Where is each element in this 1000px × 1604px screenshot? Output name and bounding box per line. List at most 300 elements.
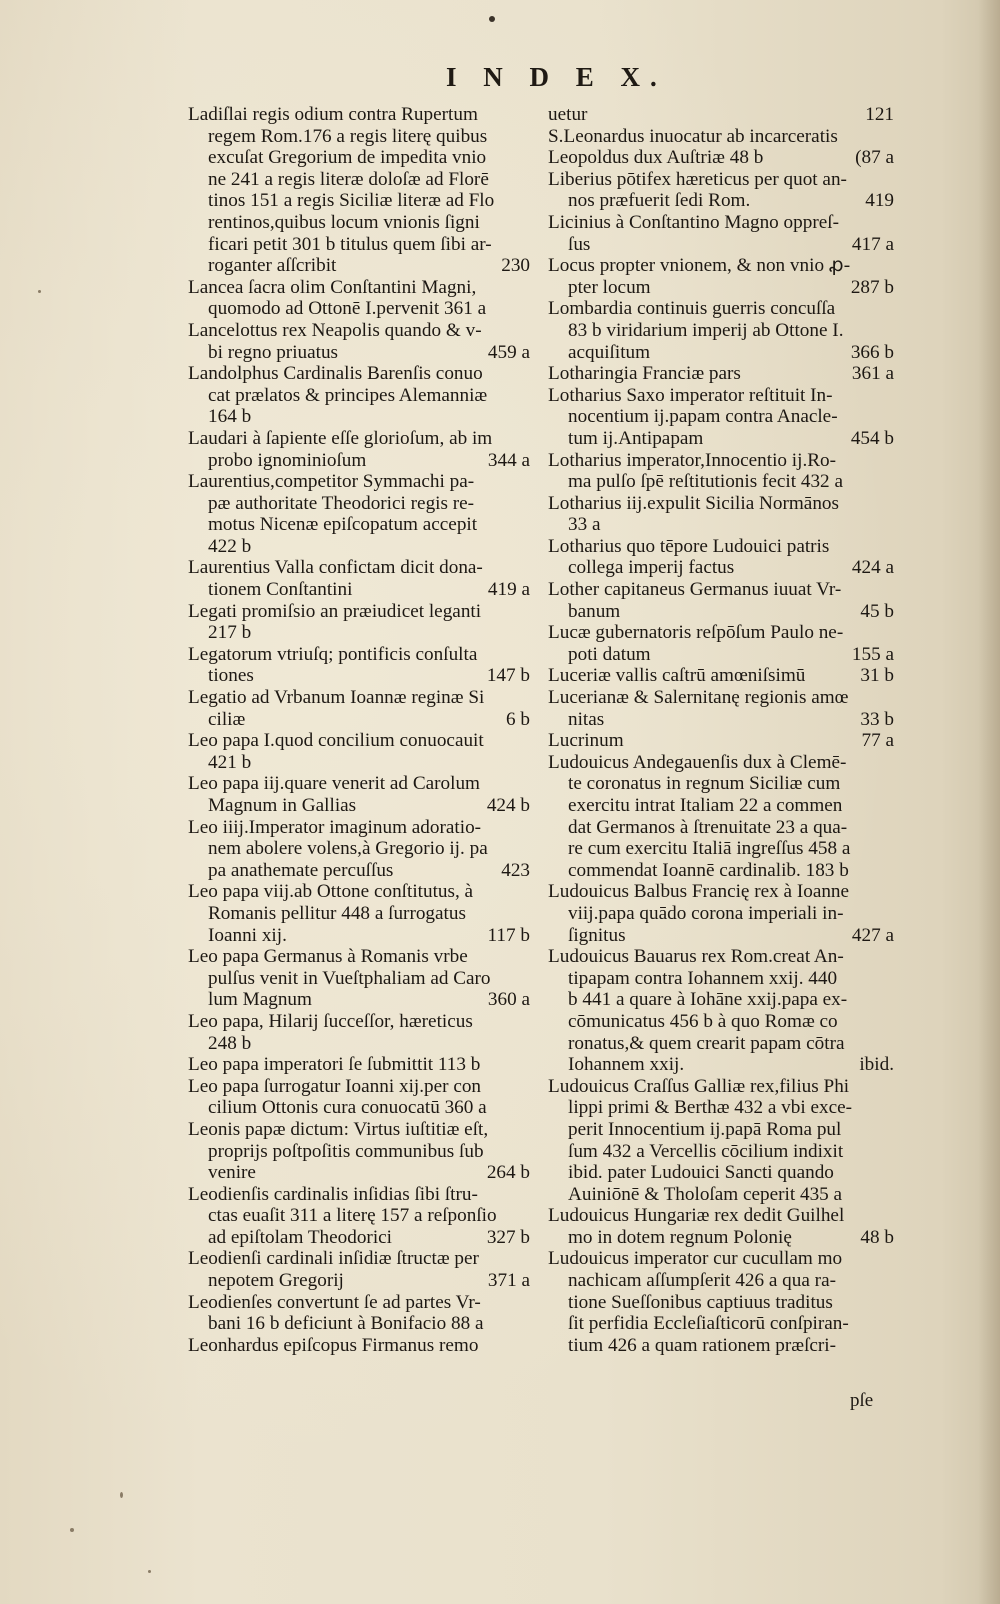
- index-entry: [188, 687, 530, 730]
- entry-text: Ludouicus Bauarus rex Rom.creat An-: [548, 946, 844, 968]
- entry-continuation-line: [548, 1184, 894, 1206]
- page-reference: 121: [865, 104, 894, 125]
- page-reference: 117 b: [487, 924, 530, 946]
- entry-text: ſit perfidia Eccleſiaſticorū conſpiran-: [568, 1313, 849, 1335]
- entry-text: 421 b: [208, 751, 252, 773]
- entry-text: Lancelottus rex Neapolis quando & v-: [188, 319, 482, 341]
- entry-text: Lotharius Saxo imperator reſtituit In-: [548, 384, 833, 406]
- entry-text: Magnum in Gallias: [208, 795, 357, 816]
- entry-continuation-line: [188, 536, 530, 558]
- entry-headword-line: [188, 644, 530, 666]
- paper-speck: [38, 290, 41, 293]
- page-reference: 287 b: [850, 276, 894, 298]
- entry-text: Leonhardus epiſcopus Firmanus remo: [188, 1334, 479, 1356]
- entry-continuation-line: [548, 234, 894, 256]
- entry-text: ſus: [568, 233, 591, 255]
- entry-continuation-line: [188, 903, 530, 925]
- entry-text: Lotharingia Franciæ pars: [548, 363, 741, 385]
- entry-text: ſignitus: [568, 924, 626, 946]
- entry-headword-line: [548, 363, 894, 385]
- entry-continuation-line: [188, 622, 530, 644]
- entry-continuation-line: [188, 860, 530, 882]
- entry-continuation-line: [188, 342, 530, 364]
- entry-continuation-line: [548, 406, 894, 428]
- entry-text: cat prælatos & principes Alemanniæ: [208, 384, 488, 406]
- index-entry: [548, 298, 894, 363]
- entry-text: Leodienſi cardinali inſidiæ ſtructæ per: [188, 1248, 479, 1270]
- entry-text: pæ authoritate Theodorici regis re-: [208, 492, 475, 514]
- entry-text: te coronatus in regnum Siciliæ cum: [568, 773, 841, 795]
- entry-headword-line: [188, 946, 530, 968]
- entry-headword-line: [548, 450, 894, 472]
- entry-continuation-line: [548, 1141, 894, 1163]
- entry-continuation-line: [548, 514, 894, 536]
- entry-headword-line: [188, 471, 530, 493]
- index-entry: [548, 363, 894, 385]
- entry-text: Landolphus Cardinalis Barenſis conuo: [188, 363, 483, 385]
- entry-text: regem Rom.176 a regis literę quibus: [208, 125, 488, 147]
- entry-text: commendat Ioannē cardinalib. 183 b: [568, 859, 849, 881]
- entry-continuation-line: [188, 1313, 530, 1335]
- entry-text: Romanis pellitur 448 a ſurrogatus: [208, 902, 466, 924]
- entry-continuation-line: [548, 1097, 894, 1119]
- entry-text: 83 b viridarium imperij ab Ottone I.: [568, 319, 844, 341]
- entry-text: S.Leonardus inuocatur ab incarceratis: [548, 125, 838, 147]
- entry-headword-line: [548, 169, 894, 191]
- entry-text: Leo papa I.quod concilium conuocauit: [188, 730, 484, 752]
- entry-text: ſum 432 a Vercellis cōcilium indixit: [568, 1140, 844, 1162]
- entry-continuation-line: [548, 1011, 894, 1033]
- entry-continuation-line: [548, 557, 894, 579]
- entry-continuation-line: [548, 428, 894, 450]
- entry-continuation-line: [548, 190, 894, 212]
- entry-continuation-line: [548, 601, 894, 623]
- entry-text: ne 241 a regis literæ doloſæ ad Florē: [208, 168, 489, 190]
- page-reference: 264 b: [486, 1162, 530, 1184]
- entry-text: ctas euaſit 311 a literę 157 a reſponſio: [208, 1205, 497, 1227]
- index-entry: [188, 817, 530, 882]
- index-entry: [548, 493, 894, 536]
- entry-continuation-line: [548, 1033, 894, 1055]
- entry-continuation-line: [548, 925, 894, 947]
- entry-text: motus Nicenæ epiſcopatum accepit: [208, 514, 478, 536]
- entry-continuation-line: [188, 514, 530, 536]
- entry-text: Licinius à Conſtantino Magno oppreſ-: [548, 211, 839, 233]
- entry-headword-line: [548, 687, 894, 709]
- entry-headword-line: [548, 147, 894, 169]
- entry-continuation-line: [188, 925, 530, 947]
- index-entry: [548, 255, 894, 298]
- entry-headword-line: [548, 298, 894, 320]
- entry-text: ibid. pater Ludouici Sancti quando: [568, 1162, 834, 1184]
- entry-text: tum ij.Antipapam: [568, 427, 704, 449]
- entry-headword-line: [188, 1184, 530, 1206]
- entry-continuation-line: [188, 169, 530, 191]
- index-entry: [548, 169, 894, 212]
- entry-text: Lombardia continuis guerris concuſſa: [548, 298, 836, 320]
- entry-text: Leo iiij.Imperator imaginum adoratio-: [188, 816, 482, 838]
- entry-continuation-line: [548, 1227, 894, 1249]
- entry-headword-line: [188, 277, 530, 299]
- entry-continuation-line: [548, 1335, 894, 1357]
- entry-headword-line: [548, 1076, 894, 1098]
- page-reference: 371 a: [487, 1270, 530, 1292]
- entry-text: ad epiſtolam Theodorici: [208, 1226, 393, 1248]
- entry-headword-line: [188, 1248, 530, 1270]
- entry-text: tium 426 a quam rationem præſcri-: [568, 1334, 837, 1356]
- page-reference: 31 b: [860, 665, 894, 687]
- entry-continuation-line: [548, 644, 894, 666]
- page-reference: 48 b: [860, 1226, 894, 1248]
- entry-continuation-line: [548, 1292, 894, 1314]
- index-entry: [188, 1076, 530, 1119]
- entry-text: tipapam contra Iohannem xxij. 440: [568, 967, 838, 989]
- entry-headword-line: [188, 320, 530, 342]
- entry-text: nem abolere volens,à Gregorio ij. pa: [208, 838, 488, 860]
- page-reference: 155 a: [851, 643, 894, 665]
- entry-text: ronatus,& quem crearit papam cōtra: [568, 1032, 845, 1054]
- index-entry: [188, 363, 530, 428]
- index-entry: [548, 1076, 894, 1206]
- entry-text: Iohannem xxij.: [568, 1054, 685, 1076]
- entry-text: Lucæ gubernatoris reſpōſum Paulo ne-: [548, 622, 844, 644]
- page-reference: 417 a: [851, 233, 894, 255]
- running-head: I N D E X.: [446, 62, 667, 92]
- entry-text: Lancea ſacra olim Conſtantini Magni,: [188, 276, 477, 298]
- page-reference: 33 b: [860, 708, 894, 730]
- entry-headword-line: [548, 493, 894, 515]
- index-entry: [188, 730, 530, 773]
- entry-text: bani 16 b deficiunt à Bonifacio 88 a: [208, 1313, 484, 1335]
- entry-headword-line: [188, 363, 530, 385]
- index-entry: [188, 277, 530, 320]
- entry-continuation-line: [188, 234, 530, 256]
- entry-text: proprijs poſtpoſitis communibus ſub: [208, 1140, 484, 1162]
- entry-text: nepotem Gregorij: [208, 1270, 344, 1292]
- entry-text: Legatorum vtriuſq; pontificis conſulta: [188, 643, 478, 665]
- page-reference: 361 a: [851, 363, 894, 385]
- entry-headword-line: [548, 579, 894, 601]
- entry-text: pa anathemate percuſſus: [208, 859, 394, 881]
- index-entry: [548, 385, 894, 450]
- entry-text: pulſus venit in Vueſtphaliam ad Caro: [208, 967, 491, 989]
- entry-headword-line: [548, 622, 894, 644]
- index-entry: [188, 881, 530, 946]
- page-reference: 77 a: [861, 730, 894, 752]
- entry-text: ma pulſo ſpē reſtitutionis fecit 432 a: [568, 471, 843, 493]
- page-reference: ibid.: [859, 1054, 894, 1076]
- entry-text: tiones: [208, 665, 254, 687]
- page-reference: 423: [501, 859, 530, 881]
- entry-continuation-line: [188, 190, 530, 212]
- index-entry: [188, 1248, 530, 1291]
- entry-continuation-line: [548, 1313, 894, 1335]
- right-column: [548, 104, 894, 1356]
- index-entry: [548, 752, 894, 882]
- entry-headword-line: [188, 1292, 530, 1314]
- page-reference: 424 b: [486, 795, 530, 816]
- entry-continuation-line: [188, 1033, 530, 1055]
- entry-text: Leo papa iij.quare venerit ad Carolum: [188, 773, 480, 795]
- index-entry: [548, 881, 894, 946]
- page-reference: 454 b: [850, 427, 894, 449]
- entry-continuation-line: [188, 579, 530, 601]
- entry-text: Liberius pōtifex hæreticus per quot an-: [548, 168, 847, 190]
- entry-headword-line: [188, 687, 530, 709]
- entry-continuation-line: [188, 1270, 530, 1292]
- page-reference: 419: [865, 190, 894, 212]
- index-entry: [548, 104, 894, 126]
- entry-continuation-line: [548, 838, 894, 860]
- entry-headword-line: [188, 428, 530, 450]
- page-reference: 419 a: [487, 579, 530, 601]
- index-entry: [188, 1335, 530, 1357]
- entry-text: 217 b: [208, 622, 252, 644]
- entry-text: perit Innocentium ij.papā Roma pul: [568, 1118, 842, 1140]
- entry-headword-line: [548, 104, 894, 126]
- left-column: [188, 104, 530, 1356]
- entry-text: Laurentius Valla confictam dicit dona-: [188, 557, 483, 579]
- entry-headword-line: [188, 773, 530, 795]
- entry-text: Leonis papæ dictum: Virtus iuſtitiæ eſt,: [188, 1118, 489, 1140]
- entry-text: Leo papa Germanus à Romanis vrbe: [188, 946, 468, 968]
- ink-dot: [489, 16, 495, 22]
- entry-continuation-line: [548, 795, 894, 817]
- entry-headword-line: [548, 1205, 894, 1227]
- entry-continuation-line: [188, 1141, 530, 1163]
- index-entry: [548, 579, 894, 622]
- paper-speck: [70, 1528, 74, 1532]
- index-entry: [188, 644, 530, 687]
- entry-text: collega imperij factus: [568, 557, 735, 579]
- index-entry: [188, 1292, 530, 1335]
- index-entry: [548, 730, 894, 752]
- entry-text: re cum exercitu Italiā ingreſſus 458 a: [568, 838, 851, 860]
- entry-text: Lotharius quo tēpore Ludouici patris: [548, 535, 830, 557]
- page-reference: 427 a: [851, 924, 894, 946]
- entry-continuation-line: [188, 298, 530, 320]
- entry-text: 422 b: [208, 535, 252, 557]
- entry-text: uetur: [548, 104, 588, 125]
- entry-continuation-line: [548, 320, 894, 342]
- entry-text: viij.papa quādo corona imperiali in-: [568, 902, 844, 924]
- entry-continuation-line: [188, 255, 530, 277]
- page-reference: 459 a: [487, 341, 530, 363]
- entry-text: bi regno priuatus: [208, 341, 339, 363]
- page-reference: 45 b: [860, 600, 894, 622]
- entry-continuation-line: [188, 1097, 530, 1119]
- entry-text: banum: [568, 600, 621, 622]
- entry-text: Lother capitaneus Germanus iuuat Vr-: [548, 579, 842, 601]
- index-entry: [188, 773, 530, 816]
- entry-continuation-line: [548, 773, 894, 795]
- entry-continuation-line: [188, 752, 530, 774]
- entry-headword-line: [548, 212, 894, 234]
- entry-continuation-line: [188, 665, 530, 687]
- entry-text: Ludouicus Craſſus Galliæ rex,filius Phi: [548, 1075, 850, 1097]
- page-reference: 366 b: [850, 341, 894, 363]
- entry-text: quomodo ad Ottonē I.pervenit 361 a: [208, 298, 487, 320]
- entry-text: Leodienſis cardinalis inſidias ſibi ſtru-: [188, 1183, 478, 1205]
- page-reference: 344 a: [487, 449, 530, 471]
- entry-text: nachicam aſſumpſerit 426 a qua ra-: [568, 1270, 836, 1292]
- page-reference: 6 b: [506, 708, 530, 730]
- entry-continuation-line: [188, 968, 530, 990]
- entry-headword-line: [548, 946, 894, 968]
- entry-continuation-line: [188, 1205, 530, 1227]
- index-entry: [548, 1205, 894, 1248]
- entry-text: lum Magnum: [208, 989, 312, 1011]
- entry-text: ciliæ: [208, 708, 246, 730]
- page-reference: 230: [501, 255, 530, 277]
- entry-headword-line: [188, 601, 530, 623]
- paper-speck: [120, 1492, 123, 1498]
- entry-text: Ludouicus Hungariæ rex dedit Guilhel: [548, 1205, 845, 1227]
- index-entry: [188, 1184, 530, 1249]
- entry-continuation-line: [188, 1162, 530, 1184]
- entry-headword-line: [188, 730, 530, 752]
- entry-headword-line: [188, 881, 530, 903]
- entry-text: Leo papa viij.ab Ottone conſtitutus, à: [188, 881, 474, 903]
- catchword: pſe: [850, 1390, 874, 1411]
- entry-text: mo in dotem regnum Polonię: [568, 1226, 792, 1248]
- index-entry: [188, 557, 530, 600]
- entry-text: nos præfuerit ſedi Rom.: [568, 190, 751, 212]
- entry-text: tinos 151 a regis Siciliæ literæ ad Flo: [208, 190, 495, 212]
- entry-continuation-line: [188, 385, 530, 407]
- index-entry: [548, 212, 894, 255]
- entry-text: dat Germanos à ſtrenuitate 23 a qua-: [568, 816, 848, 838]
- entry-text: cilium Ottonis cura conuocatū 360 a: [208, 1097, 487, 1119]
- entry-text: Legatio ad Vrbanum Ioannæ reginæ Si: [188, 687, 485, 709]
- entry-text: Lotharius iij.expulit Sicilia Normānos: [548, 492, 839, 514]
- entry-continuation-line: [548, 1270, 894, 1292]
- entry-text: roganter aſſcribit: [208, 255, 337, 277]
- index-entry: [548, 450, 894, 493]
- index-entry: [548, 126, 894, 148]
- entry-text: tione Sueſſonibus captiuus traditus: [568, 1291, 833, 1313]
- page-reference: 327 b: [486, 1226, 530, 1248]
- index-entry: [548, 687, 894, 730]
- index-entry: [548, 622, 894, 665]
- entry-text: Leo papa imperatori ſe ſubmittit 113 b: [188, 1054, 481, 1076]
- entry-continuation-line: [548, 860, 894, 882]
- entry-headword-line: [188, 104, 530, 126]
- entry-continuation-line: [188, 795, 530, 817]
- entry-text: probo ignominioſum: [208, 449, 367, 471]
- page-edge-shadow: [978, 0, 1000, 1604]
- entry-text: Luceriæ vallis caſtrū amœniſsimū: [548, 665, 806, 687]
- entry-text: poti datum: [568, 643, 651, 665]
- entry-headword-line: [548, 255, 894, 277]
- entry-continuation-line: [188, 406, 530, 428]
- entry-text: Lotharius imperator,Innocentio ij.Ro-: [548, 449, 837, 471]
- entry-text: venire: [208, 1162, 256, 1184]
- entry-headword-line: [548, 536, 894, 558]
- entry-text: Ludouicus Balbus Francię rex à Ioanne: [548, 881, 850, 903]
- entry-continuation-line: [188, 1227, 530, 1249]
- entry-continuation-line: [548, 709, 894, 731]
- page-reference: (87 a: [855, 147, 894, 169]
- entry-continuation-line: [188, 493, 530, 515]
- entry-continuation-line: [188, 709, 530, 731]
- entry-text: Ladiſlai regis odium contra Rupertum: [188, 104, 478, 125]
- entry-continuation-line: [188, 126, 530, 148]
- entry-text: b 441 a quare à Iohāne xxij.papa ex-: [568, 989, 848, 1011]
- entry-text: lippi primi & Berthæ 432 a vbi exce-: [568, 1097, 853, 1119]
- paper-speck: [148, 1570, 151, 1573]
- index-entry: [188, 1119, 530, 1184]
- page-reference: 360 a: [487, 989, 530, 1011]
- index-entry: [548, 946, 894, 1076]
- entry-continuation-line: [548, 1054, 894, 1076]
- entry-headword-line: [188, 1119, 530, 1141]
- index-entry: [188, 1011, 530, 1054]
- entry-headword-line: [188, 1054, 530, 1076]
- entry-headword-line: [188, 817, 530, 839]
- entry-headword-line: [548, 385, 894, 407]
- entry-continuation-line: [188, 838, 530, 860]
- entry-text: Lucerianæ & Salernitanę regionis amœ: [548, 687, 849, 709]
- entry-text: rentinos,quibus locum vnionis ſigni: [208, 211, 480, 233]
- entry-text: 164 b: [208, 406, 252, 428]
- index-entry: [188, 946, 530, 1011]
- entry-headword-line: [548, 752, 894, 774]
- entry-continuation-line: [548, 1119, 894, 1141]
- page-reference: 147 b: [486, 665, 530, 687]
- entry-continuation-line: [188, 989, 530, 1011]
- entry-text: tionem Conſtantini: [208, 579, 353, 601]
- index-entry: [188, 428, 530, 471]
- index-entry: [188, 1054, 530, 1076]
- entry-text: Leodienſes convertunt ſe ad partes Vr-: [188, 1291, 481, 1313]
- entry-headword-line: [188, 1011, 530, 1033]
- entry-continuation-line: [548, 989, 894, 1011]
- index-entry: [548, 536, 894, 579]
- entry-text: pter locum: [568, 276, 651, 298]
- entry-headword-line: [548, 1248, 894, 1270]
- entry-continuation-line: [548, 817, 894, 839]
- entry-text: Laudari à ſapiente eſſe glorioſum, ab im: [188, 427, 493, 449]
- entry-text: acquiſitum: [568, 341, 651, 363]
- page-reference: 424 a: [851, 557, 894, 579]
- index-entry: [188, 104, 530, 277]
- entry-text: ficari petit 301 b titulus quem ſibi ar-: [208, 233, 492, 255]
- entry-text: excuſat Gregorium de impedita vnio: [208, 147, 487, 169]
- entry-text: nitas: [568, 708, 605, 730]
- entry-text: Ludouicus Andegauenſis dux à Clemē-: [548, 751, 847, 773]
- entry-text: Leopoldus dux Auſtriæ 48 b: [548, 147, 764, 169]
- entry-headword-line: [548, 881, 894, 903]
- entry-continuation-line: [548, 471, 894, 493]
- entry-text: exercitu intrat Italiam 22 a commen: [568, 795, 843, 816]
- entry-headword-line: [188, 1335, 530, 1357]
- entry-continuation-line: [188, 212, 530, 234]
- index-entry: [188, 471, 530, 557]
- entry-text: Auiniōnē & Tholoſam ceperit 435 a: [568, 1183, 843, 1205]
- entry-text: Legati promiſsio an præiudicet leganti: [188, 600, 482, 622]
- entry-text: Leo papa ſurrogatur Ioanni xij.per con: [188, 1075, 482, 1097]
- entry-continuation-line: [548, 342, 894, 364]
- entry-text: Leo papa, Hilarij ſucceſſor, hæreticus: [188, 1010, 473, 1032]
- index-entry: [188, 601, 530, 644]
- entry-text: Ludouicus imperator cur cucullam mo: [548, 1248, 843, 1270]
- entry-headword-line: [548, 665, 894, 687]
- entry-text: Ioanni xij.: [208, 924, 287, 946]
- index-entry: [548, 1248, 894, 1356]
- entry-continuation-line: [548, 1162, 894, 1184]
- entry-text: Laurentius,competitor Symmachi pa-: [188, 471, 475, 493]
